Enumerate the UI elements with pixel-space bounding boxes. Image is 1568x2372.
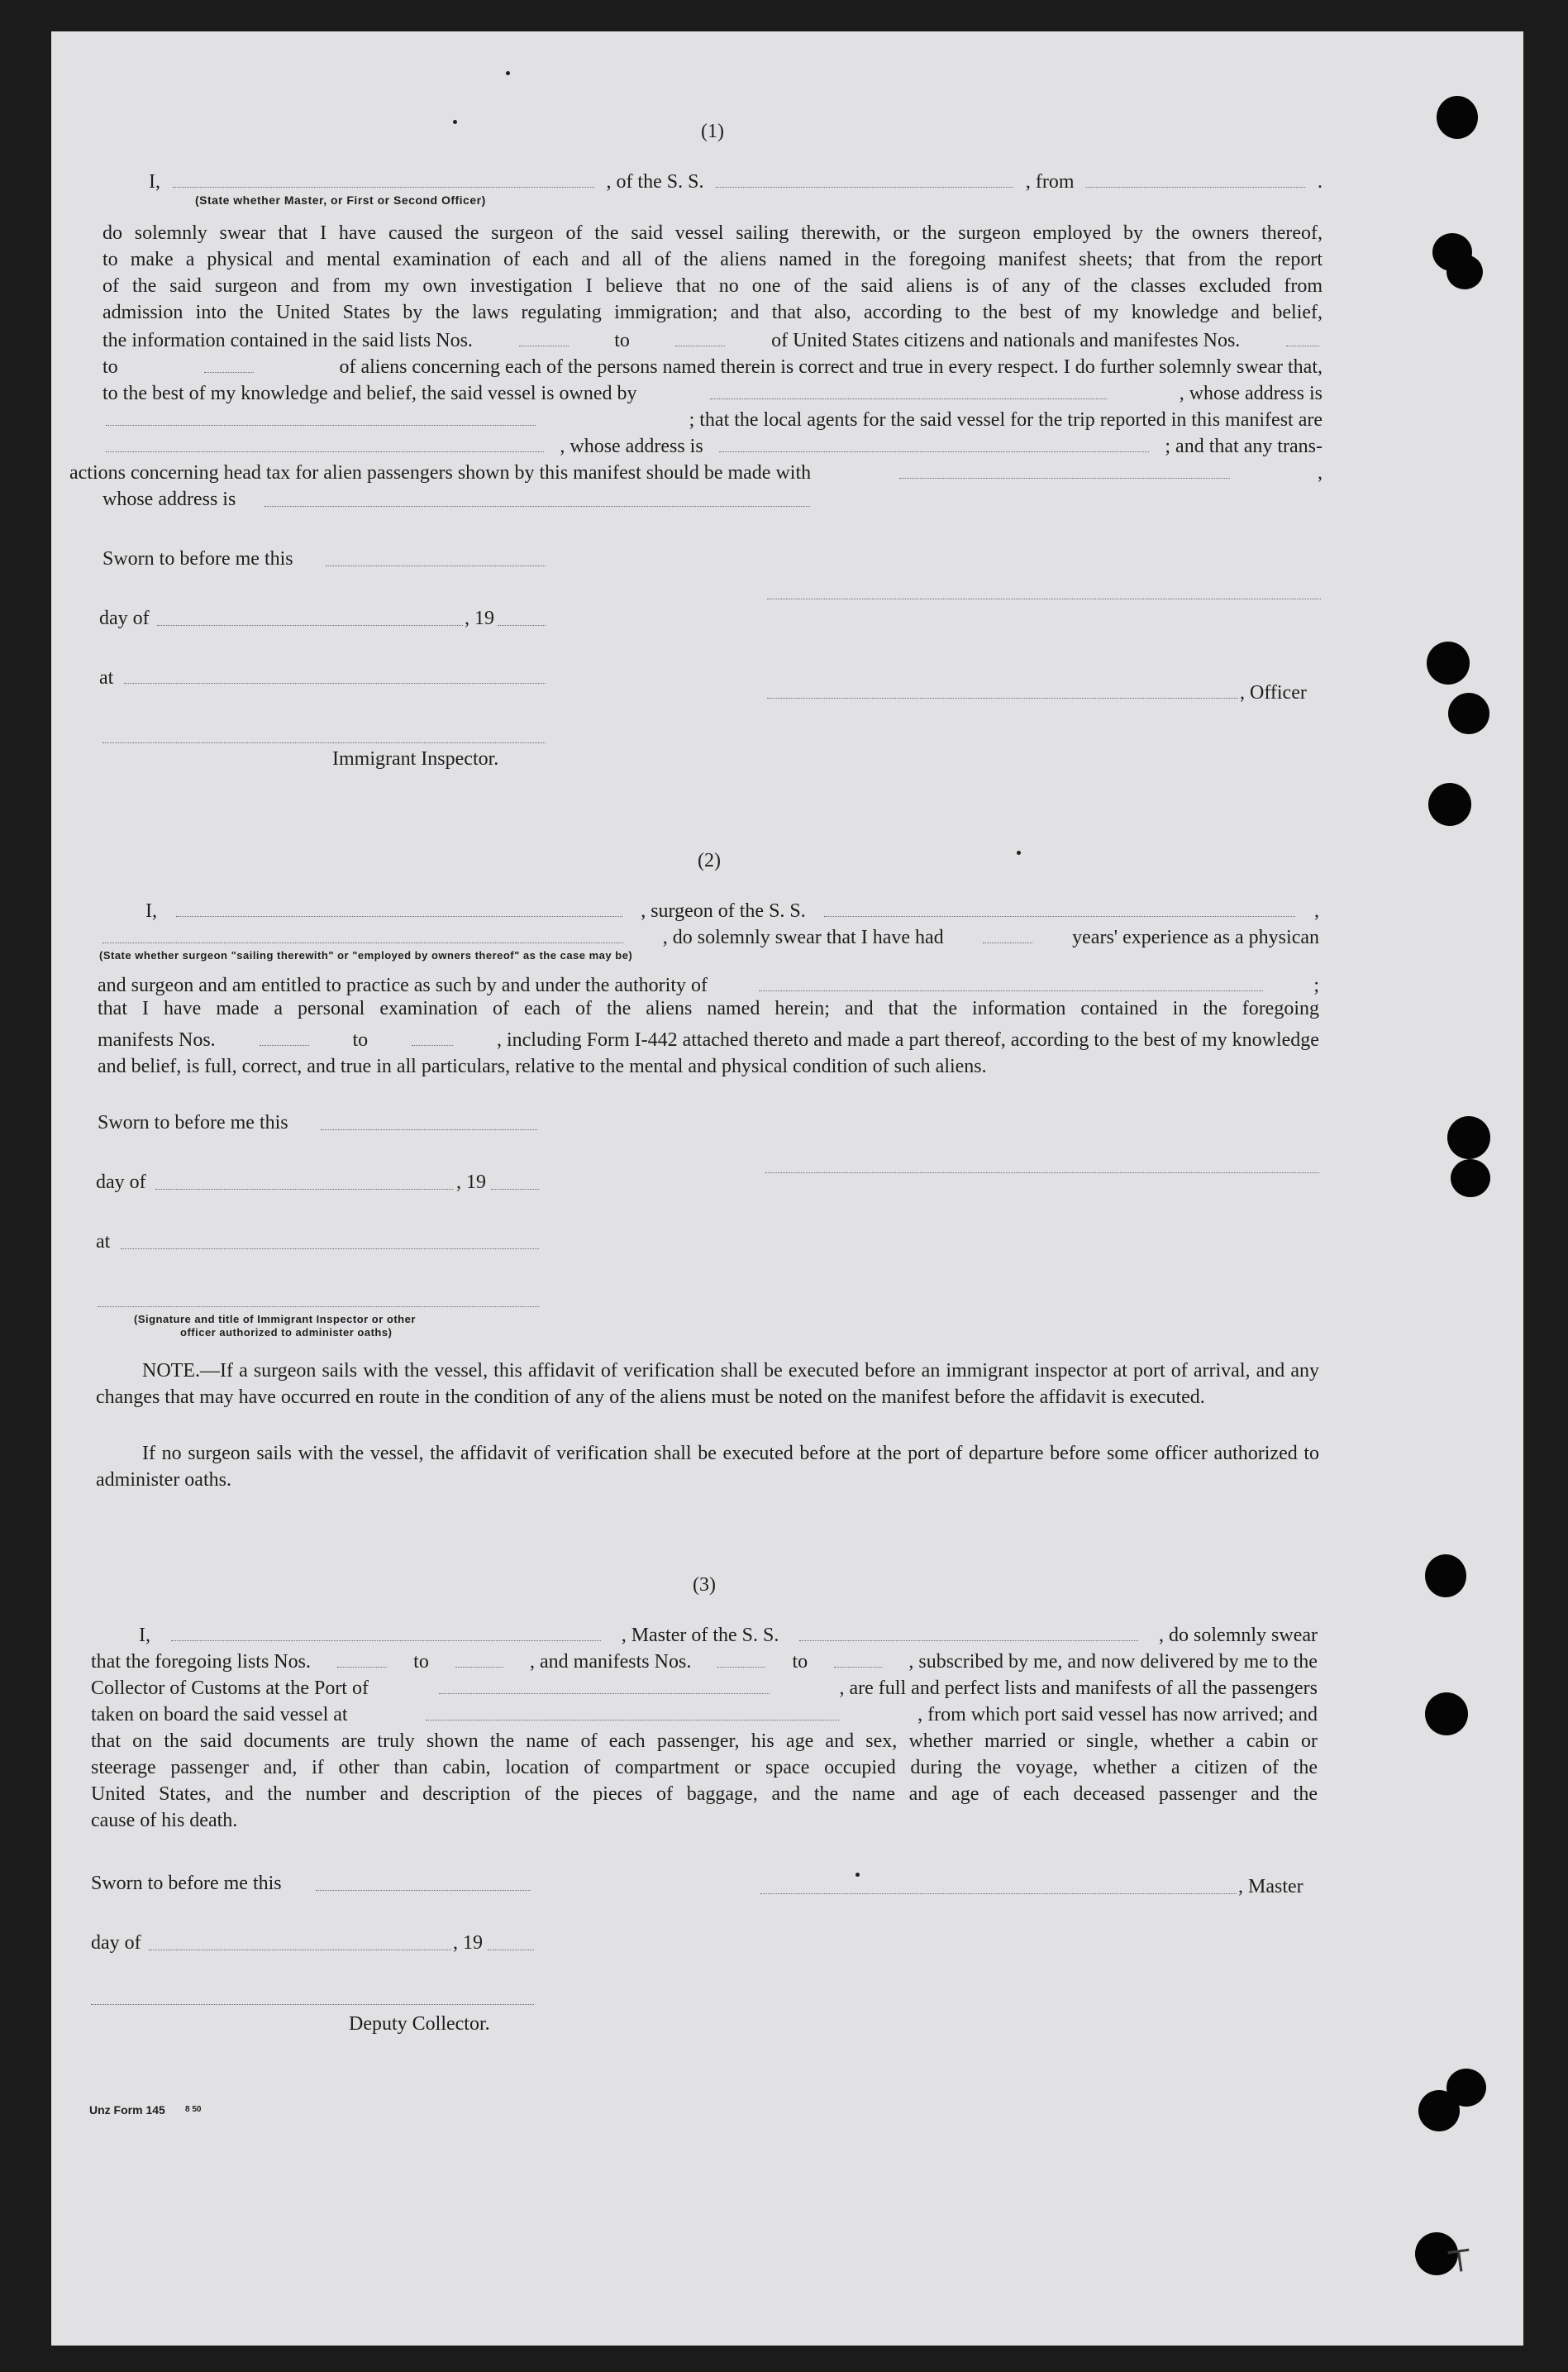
list-no-to-field[interactable] <box>675 334 725 346</box>
form-number: Unz Form 145 <box>89 2103 165 2117</box>
body-line: of the said surgeon and from my own investigation I believe that no one of the said aliens is of any of the classes excluded from <box>102 275 1323 297</box>
punch-hole <box>1446 255 1483 289</box>
section3-line1 <box>139 1625 1318 1645</box>
field-caption: (State whether Master, or First or Second Officer) <box>195 193 486 207</box>
section3-body <box>91 1728 1318 1834</box>
section1-whose-line <box>102 437 1323 456</box>
label: ; that the local agents for the said vessel for the trip reported in this manifest are <box>689 409 1323 431</box>
day-of-field[interactable] <box>155 1189 453 1190</box>
punch-hole <box>1425 1692 1468 1735</box>
year-field[interactable] <box>498 625 546 626</box>
punch-hole <box>1425 1554 1466 1597</box>
day-of-label: day of <box>99 608 150 629</box>
label: I, <box>145 900 157 922</box>
authority-field[interactable] <box>759 979 1263 991</box>
handwritten-mark: ⸆ <box>1444 2238 1478 2299</box>
day-of-label: day of <box>91 1932 141 1954</box>
body-line: and belief, is full, correct, and true in all particulars, relative to the mental and physical condition of such aliens. <box>98 1056 987 1077</box>
section1-line1: I, , of the S. S. , from . <box>149 171 1323 193</box>
manifest-no-to-field[interactable] <box>834 1655 882 1668</box>
surgeon-capacity-field[interactable] <box>102 931 623 943</box>
list-no-from-field[interactable] <box>519 334 569 346</box>
label: , subscribed by me, and now delivered by me to the <box>908 1651 1318 1673</box>
agents-field[interactable] <box>106 440 544 452</box>
year-label: , 19 <box>453 1932 483 1954</box>
label: to <box>792 1651 808 1673</box>
label: the information contained in the said lists Nos. <box>102 330 473 351</box>
inspector-signature-field[interactable] <box>102 742 546 743</box>
label: taken on board the said vessel at <box>91 1704 348 1725</box>
punch-hole <box>1418 2090 1460 2131</box>
punch-hole <box>1447 1116 1490 1159</box>
master-name-field[interactable] <box>171 1629 601 1641</box>
body-line: that on the said documents are truly shown the name of each passenger, his age and sex, whether married or single, whether a cabin or <box>91 1730 1318 1752</box>
punch-hole <box>1448 693 1489 734</box>
edge-tick <box>51 1073 63 1075</box>
port-field[interactable] <box>439 1682 770 1694</box>
label: of aliens concerning each of the persons named therein is correct and true in every respect. I do further solemnly swear that, <box>339 356 1323 378</box>
punch-hole <box>1428 783 1471 826</box>
owner-address-field[interactable] <box>106 413 536 426</box>
note-paragraph: If no surgeon sails with the vessel, the affidavit of verification shall be executed before at the port of departure before some officer authorized to administer oaths. <box>96 1443 1319 1491</box>
officer-title-field[interactable] <box>767 698 1238 699</box>
owner-field[interactable] <box>710 387 1107 399</box>
officer-name-field[interactable] <box>173 175 594 188</box>
body-line: United States, and the number and description of the pieces of baggage, and the name and age of each deceased passenger and the <box>91 1783 1318 1805</box>
manifest-no-to-field[interactable] <box>412 1033 453 1046</box>
label: of United States citizens and nationals and manifestes Nos. <box>771 330 1241 351</box>
master-label: , Master <box>1238 1876 1303 1897</box>
form-suffix: 8 50 <box>185 2105 202 2114</box>
vessel-name-field[interactable] <box>716 175 1013 188</box>
label: actions concerning head tax for alien passengers shown by this manifest should be made with <box>69 462 812 484</box>
inspector-label: Immigrant Inspector. <box>332 748 499 770</box>
label: to <box>352 1029 369 1051</box>
origin-port-field[interactable] <box>1086 175 1305 188</box>
section2-line3 <box>98 976 1319 995</box>
section-number: (2) <box>698 850 721 871</box>
year-label: , 19 <box>456 1172 486 1193</box>
whose-address-label: whose address is <box>102 489 236 510</box>
section1-lists-line <box>102 331 1323 351</box>
manifest-no-field[interactable] <box>1286 334 1319 346</box>
manifest-no-from-field[interactable] <box>260 1033 309 1046</box>
label: manifests Nos. <box>98 1029 216 1051</box>
label: , including Form I-442 attached thereto and made a part thereof, according to the best of my knowledge <box>496 1029 1319 1051</box>
section-number: (3) <box>693 1574 716 1596</box>
section1-to-line <box>102 357 1323 377</box>
manifest-no-from-field[interactable] <box>717 1655 765 1668</box>
at-field[interactable] <box>121 1248 539 1249</box>
section3-line3 <box>91 1678 1318 1698</box>
embarkation-port-field[interactable] <box>426 1708 839 1721</box>
edge-tick <box>51 1131 63 1133</box>
label: , whose address is <box>1179 383 1323 404</box>
label: to <box>102 356 118 378</box>
years-experience-field[interactable] <box>983 931 1032 943</box>
vessel-name-field[interactable] <box>799 1629 1138 1641</box>
sworn-day-field[interactable] <box>321 1129 537 1130</box>
label: ; <box>1313 975 1319 996</box>
label: , from which port said vessel has now arrived; and <box>917 1704 1318 1725</box>
body-line: admission into the United States by the laws regulating immigration; and that also, according to the best of my knowledge and belief, <box>102 302 1323 323</box>
speck <box>1017 851 1021 855</box>
agents-address-field[interactable] <box>719 440 1149 452</box>
label: Collector of Customs at the Port of <box>91 1678 369 1699</box>
day-of-label: day of <box>96 1172 146 1193</box>
sworn-day-field[interactable] <box>316 1890 531 1891</box>
day-of-field[interactable] <box>157 625 463 626</box>
inspector-signature-field[interactable] <box>98 1306 539 1307</box>
punch-hole <box>1427 642 1470 685</box>
label: I, <box>149 171 160 193</box>
sworn-label: Sworn to before me this <box>98 1112 288 1134</box>
label: to <box>614 330 630 351</box>
at-label: at <box>96 1231 111 1253</box>
edge-tick <box>51 2131 63 2133</box>
punch-hole <box>1451 1159 1490 1197</box>
section1-actions-line <box>69 463 1323 483</box>
field-caption: officer authorized to administer oaths) <box>180 1326 393 1339</box>
speck <box>506 71 510 75</box>
sworn-label: Sworn to before me this <box>91 1873 282 1894</box>
label: that the foregoing lists Nos. <box>91 1651 311 1673</box>
surgeon-signature-field[interactable] <box>765 1172 1319 1173</box>
body-line: cause of his death. <box>91 1810 238 1831</box>
field-caption: (State whether surgeon "sailing therewith" or "employed by owners thereof" as the case may be) <box>99 949 633 962</box>
body-line: steerage passenger and, if other than cabin, location of compartment or space occupied during the voyage, whether a citizen of the <box>91 1757 1318 1778</box>
label: , do solemnly swear <box>1159 1625 1318 1646</box>
section1-owned-line <box>102 384 1323 403</box>
section3-line4 <box>91 1705 1318 1725</box>
body-line: to make a physical and mental examination of each and all of the aliens named in the foregoing manifest sheets; that from the report <box>102 249 1323 270</box>
label: , <box>1314 900 1319 922</box>
year-field[interactable] <box>491 1189 539 1190</box>
label: , <box>1317 462 1323 484</box>
at-field[interactable] <box>124 683 546 684</box>
label: to the best of my knowledge and belief, the said vessel is owned by <box>102 383 637 404</box>
section2-line1 <box>145 901 1319 921</box>
label: , from <box>1025 171 1075 193</box>
field-caption: (Signature and title of Immigrant Inspector or other <box>134 1313 416 1325</box>
label: , whose address is <box>560 436 703 457</box>
label: , do solemnly swear that I have had <box>662 927 944 948</box>
sworn-label: Sworn to before me this <box>102 548 293 570</box>
body-line: do solemnly swear that I have caused the surgeon of the said vessel sailing therewith, or the surgeon employed by the owners thereof, <box>102 222 1323 244</box>
label: ; and that any trans- <box>1165 436 1323 457</box>
officer-label: , Officer <box>1240 682 1307 704</box>
section2-line2 <box>99 928 1319 947</box>
surgeon-name-field[interactable] <box>176 904 622 917</box>
label: , are full and perfect lists and manifests of all the passengers <box>839 1678 1318 1699</box>
punch-hole <box>1437 96 1478 139</box>
body-line: that I have made a personal examination of each of the aliens named herein; and that the information contained in the foregoing <box>98 998 1319 1019</box>
label: , of the S. S. <box>606 171 704 193</box>
section1-body <box>102 220 1323 326</box>
vessel-name-field[interactable] <box>824 904 1295 917</box>
head-tax-address-field[interactable] <box>265 506 810 507</box>
speck <box>855 1873 860 1877</box>
section-number: (1) <box>701 121 724 142</box>
note-paragraph: NOTE.—If a surgeon sails with the vessel, this affidavit of verification shall be executed before an immigrant inspector at port of arrival, and any changes that may have occurred en route in the condition of any of the aliens must be noted on the manifest before the affidavit is executed. <box>96 1360 1319 1408</box>
section2-line5 <box>98 1030 1319 1050</box>
deputy-signature-field[interactable] <box>91 2004 534 2005</box>
manifest-no-to-field[interactable] <box>204 360 254 373</box>
speck <box>453 120 457 124</box>
section3-line2 <box>91 1652 1318 1672</box>
label: , Master of the S. S. <box>621 1625 779 1646</box>
label: and surgeon and am entitled to practice as such by and under the authority of <box>98 975 708 996</box>
deputy-label: Deputy Collector. <box>349 2013 490 2035</box>
list-no-to-field[interactable] <box>455 1655 503 1668</box>
label: I, <box>139 1625 150 1646</box>
section1-agents-line <box>102 410 1323 430</box>
section2-body <box>98 995 1319 1022</box>
list-no-from-field[interactable] <box>337 1655 387 1668</box>
label: years' experience as a physican <box>1072 927 1319 948</box>
label: to <box>413 1651 429 1673</box>
head-tax-party-field[interactable] <box>899 466 1230 479</box>
label: , and manifests Nos. <box>530 1651 692 1673</box>
label: , surgeon of the S. S. <box>641 900 806 922</box>
master-signature-field[interactable] <box>760 1893 1237 1894</box>
edge-tick <box>51 1718 63 1720</box>
at-label: at <box>99 667 114 689</box>
year-label: , 19 <box>465 608 494 629</box>
